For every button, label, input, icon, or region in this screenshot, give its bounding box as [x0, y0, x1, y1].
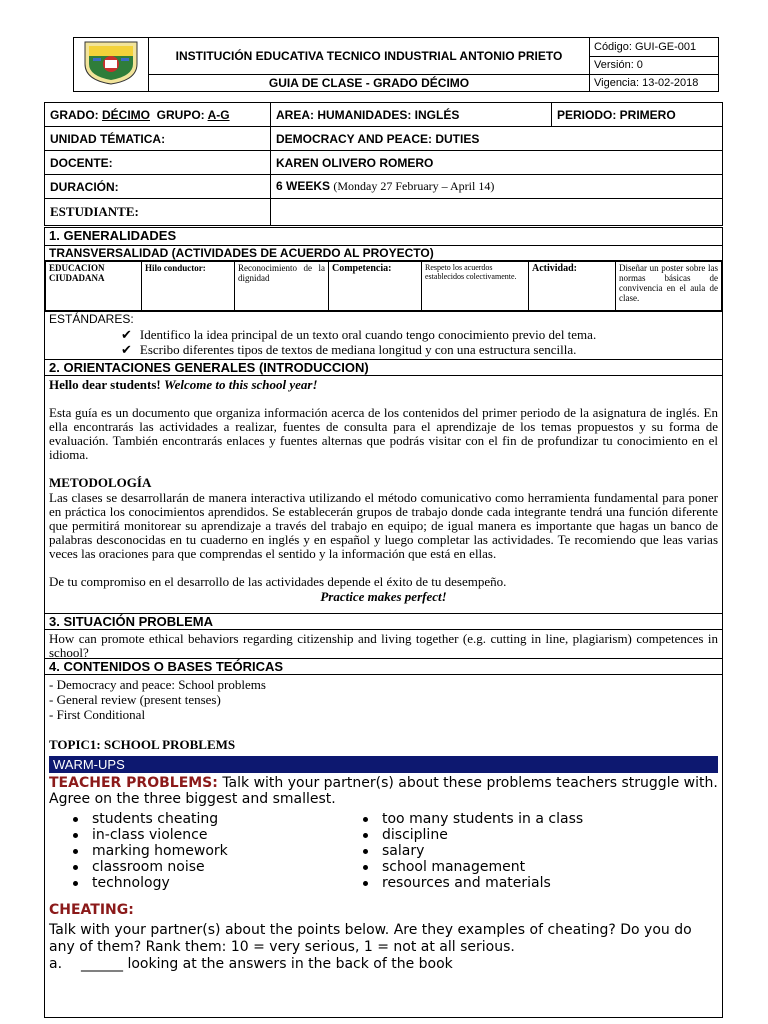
bullet-icon [73, 865, 78, 870]
standards-list [45, 327, 722, 357]
period-cell: PERIODO: PRIMERO [552, 103, 723, 127]
doc-validity: Vigencia: 13-02-2018 [590, 75, 719, 92]
contents-item: - General review (present tenses) [49, 692, 221, 707]
intro-paragraph: Esta guía es un documento que organiza información acerca de los contenidos del primer periodo de la asignatura de inglés. En ella encontrarás las actividades a realizar, fuentes de consulta para el aprendizaje de los temas propuestos y su forma de evaluación. También encontrarás enlaces y fuentes alternas que podrás visitar con el fin de profundizar tu conocimiento en el idioma. [49, 405, 718, 462]
student-label: ESTUDIANTE: [45, 199, 271, 226]
school-logo [74, 38, 149, 92]
checkmark-icon: ✔ [121, 327, 132, 342]
list-item: students cheating [73, 811, 363, 827]
bullet-icon [363, 817, 368, 822]
transv-competence-label: Competencia: [329, 262, 422, 311]
guide-title: GUIA DE CLASE - GRADO DÉCIMO [149, 75, 590, 92]
checkmark-icon: ✔ [121, 342, 132, 357]
greeting: Hello dear students! Welcome to this school year! [49, 377, 318, 392]
methodology-paragraph: Las clases se desarrollarán de manera interactiva utilizando el método comunicativo como herramienta fundamental para poner en práctica los conocimientos aprendidos. Se establecerán grupos de trabajo donde cada integrante tendrá una función diferente que permitirá monitorear su aprendizaje a través del trabajo en equipo; de igual manera es importante que hagas un banco de palabras desconocidas en tu cuaderno en inglés y en español y luego completar las actividades. Te recomiendo que leas varias veces las oraciones para que comprendas el sentido y la información que está en ellas. [49, 490, 718, 561]
teacher-value: KAREN OLIVERO ROMERO [271, 151, 723, 175]
problems-list-left [73, 811, 363, 891]
contents-item: - Democracy and peace: School problems [49, 677, 266, 692]
problem-question: How can promote ethical behaviors regarding citizenship and living together (e.g. cutting in line, plagiarism) competences in school? [49, 631, 718, 660]
bullet-icon [363, 881, 368, 886]
student-field[interactable] [271, 199, 723, 226]
grade-value: DÉCIMO [102, 107, 150, 122]
standards-title: ESTÁNDARES: [45, 311, 722, 327]
answer-blank[interactable]: ______ [81, 956, 123, 972]
motto: Practice makes perfect! [320, 589, 447, 604]
teacher-problems-label: TEACHER PROBLEMS: [49, 775, 218, 791]
duration-value: 6 WEEKS (Monday 27 February – April 14) [271, 175, 723, 199]
list-item: too many students in a class [363, 811, 583, 827]
topic-title: TOPIC1: SCHOOL PROBLEMS [49, 737, 236, 752]
section-title: 4. CONTENIDOS O BASES TEÓRICAS [45, 659, 722, 675]
area-cell: AREA: HUMANIDADES: INGLÉS [271, 103, 552, 127]
transversality-table [45, 261, 722, 311]
transv-competence-value: Respeto los acuerdos establecidos colectivamente. [422, 262, 529, 311]
section-title: 2. ORIENTACIONES GENERALES (INTRODUCCION) [45, 360, 722, 376]
standard-item: ✔ Escribo diferentes tipos de textos de mediana longitud y con una estructura sencilla. [121, 342, 577, 357]
problems-list-right [363, 811, 583, 891]
bullet-icon [73, 817, 78, 822]
list-item: discipline [363, 827, 583, 843]
section-title: 1. GENERALIDADES [45, 228, 722, 246]
group-value: A-G [207, 107, 230, 122]
section-situacion [44, 613, 723, 659]
teacher-problems-intro: TEACHER PROBLEMS: Talk with your partner(s) about these problems teachers struggle with. Agree on the three biggest and smallest. [49, 775, 718, 807]
problems-columns [45, 807, 722, 891]
cheating-item-a: a. ______ looking at the answers in the back of the book [49, 956, 453, 972]
list-item: technology [73, 875, 363, 891]
school-crest-icon [79, 38, 143, 86]
contents-list [45, 675, 722, 722]
section-title: 3. SITUACIÓN PROBLEMA [45, 614, 722, 630]
duration-label: DURACIÓN: [45, 175, 271, 199]
bullet-icon [73, 833, 78, 838]
section-generalidades [44, 227, 723, 360]
list-item: in-class violence [73, 827, 363, 843]
cheating-title: CHEATING: [49, 902, 134, 918]
section-contenidos [44, 658, 723, 1018]
document-header [73, 37, 719, 92]
warmups-banner: WARM-UPS [49, 756, 718, 773]
unit-value: DEMOCRACY AND PEACE: DUTIES [271, 127, 723, 151]
bullet-icon [363, 833, 368, 838]
transversality-title: TRANSVERSALIDAD (ACTIVIDADES DE ACUERDO AL PROYECTO) [45, 246, 722, 261]
commitment-paragraph: De tu compromiso en el desarrollo de las actividades depende el éxito de tu desempeño. [49, 574, 507, 589]
transv-education: EDUCACION CIUDADANA [46, 262, 142, 311]
unit-label: UNIDAD TÉMATICA: [45, 127, 271, 151]
teacher-label: DOCENTE: [45, 151, 271, 175]
doc-code: Código: GUI-GE-001 [590, 38, 719, 57]
bullet-icon [363, 849, 368, 854]
course-info-table [44, 102, 723, 226]
bullet-icon [73, 849, 78, 854]
transv-thread-label: Hilo conductor: [142, 262, 235, 311]
transv-activity-label: Actividad: [529, 262, 616, 311]
contents-item: - First Conditional [49, 707, 146, 722]
duration-dates: (Monday 27 February – April 14) [333, 179, 495, 193]
bullet-icon [73, 881, 78, 886]
cheating-instructions: Talk with your partner(s) about the points below. Are they examples of cheating? Do you do any of them? Rank them: 10 = very serious, 1 = not at all serious. [49, 922, 692, 955]
bullet-icon [363, 865, 368, 870]
list-item: marking homework [73, 843, 363, 859]
list-item: school management [363, 859, 583, 875]
list-item: classroom noise [73, 859, 363, 875]
section-orientaciones [44, 359, 723, 614]
list-item: salary [363, 843, 583, 859]
methodology-title: METODOLOGÍA [49, 475, 152, 490]
transv-thread-value: Reconocimiento de la dignidad [235, 262, 329, 311]
institution-name: INSTITUCIÓN EDUCATIVA TECNICO INDUSTRIAL ANTONIO PRIETO [149, 38, 590, 75]
doc-version: Versión: 0 [590, 56, 719, 75]
list-item: resources and materials [363, 875, 583, 891]
transv-activity-value: Diseñar un poster sobre las normas básicas de convivencia en el aula de clase. [616, 262, 722, 311]
grade-group-cell: GRADO: DÉCIMO GRUPO: A-G [45, 103, 271, 127]
standard-item: ✔ Identifico la idea principal de un texto oral cuando tengo conocimiento previo del tema. [121, 327, 597, 342]
